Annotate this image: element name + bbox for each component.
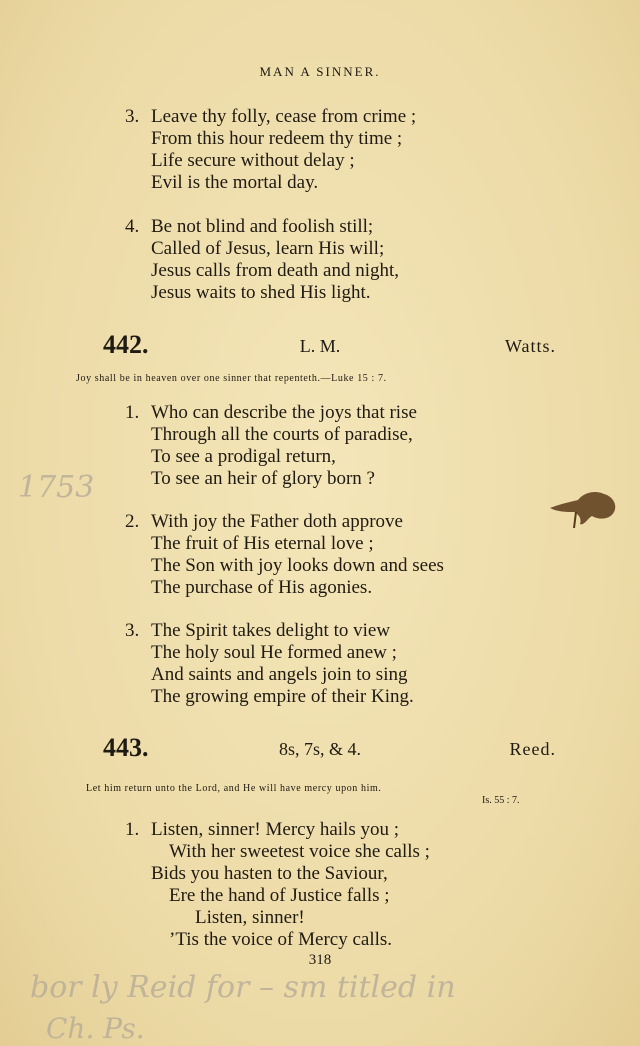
verse-line: ’Tis the voice of Mercy calls. — [169, 929, 393, 950]
stanza-number: 4. — [125, 216, 140, 237]
verse-line: The growing empire of their King. — [151, 686, 414, 707]
verse-line: To see a prodigal return, — [151, 446, 336, 467]
hymn-442-header — [0, 330, 640, 360]
stanza-number: 3. — [125, 106, 140, 127]
hymn-442-stanza-3 — [125, 620, 414, 708]
verse-line: Bids you hasten to the Saviour, — [151, 863, 388, 884]
bottom-handwriting-1: bor ly Reid for – sm titled in — [30, 970, 456, 1005]
verse-line: The purchase of His agonies. — [151, 577, 373, 598]
stanza-prev-4 — [125, 216, 399, 304]
verse-line: Jesus calls from death and night, — [151, 260, 400, 281]
verse-line: And saints and angels join to sing — [151, 664, 408, 685]
hymn-author: Reed. — [509, 739, 556, 759]
verse-line: 2. With joy the Father doth approve — [125, 511, 403, 532]
hymn-number: 443. — [103, 733, 149, 762]
page-number: 318 — [308, 952, 332, 968]
verse-line: Evil is the mortal day. — [151, 172, 319, 193]
stanza-number: 3. — [125, 620, 140, 641]
verse-line: Through all the courts of paradise, — [151, 424, 413, 445]
verse-line: Life secure without delay ; — [151, 150, 355, 171]
verse-line: The holy soul He formed anew ; — [151, 642, 397, 663]
verse-line: The fruit of His eternal love ; — [151, 533, 374, 554]
stanza-number: 1. — [125, 819, 140, 840]
hymn-443-stanza-1 — [125, 819, 430, 951]
hymn-443-reference: Is. 55 : 7. — [482, 795, 520, 806]
hymn-442-stanza-1 — [125, 402, 417, 490]
verse-line: Jesus waits to shed His light. — [151, 282, 371, 303]
hymn-author: Watts. — [504, 336, 556, 356]
verse-line: Listen, sinner! — [195, 907, 305, 928]
hymn-meter: 8s, 7s, & 4. — [278, 739, 361, 759]
verse-line: With her sweetest voice she calls ; — [169, 841, 430, 862]
bottom-handwriting-2: Ch. Ps. — [46, 1012, 145, 1045]
margin-handwriting: 1753 — [18, 470, 95, 505]
ink-stain-icon — [548, 486, 620, 532]
verse-line: From this hour redeem thy time ; — [151, 128, 403, 149]
verse-line: 4. Be not blind and foolish still; — [125, 216, 374, 237]
verse-line: 3. The Spirit takes delight to view — [125, 620, 391, 641]
verse-line: Called of Jesus, learn His will; — [151, 238, 385, 259]
verse-line: To see an heir of glory born ? — [151, 468, 375, 489]
verse-line: The Son with joy looks down and sees — [151, 555, 444, 576]
hymn-number: 442. — [103, 330, 149, 359]
stanza-number: 2. — [125, 511, 140, 532]
verse-line: 3. Leave thy folly, cease from crime ; — [125, 106, 417, 127]
hymn-442-stanza-2 — [125, 511, 444, 599]
verse-line: 1. Listen, sinner! Mercy hails you ; — [125, 819, 400, 840]
hymn-443-header — [0, 733, 640, 763]
stanza-prev-3 — [125, 106, 416, 194]
hymn-meter: L. M. — [299, 336, 341, 356]
hymn-443-epigraph: Let him return unto the Lord, and He will have mercy upon him. — [86, 783, 382, 794]
verse-line: 1. Who can describe the joys that rise — [125, 402, 417, 423]
verse-line: Ere the hand of Justice falls ; — [169, 885, 390, 906]
hymn-442-epigraph: Joy shall be in heaven over one sinner that repenteth.—Luke 15 : 7. — [76, 373, 387, 384]
running-head: MAN A SINNER. — [259, 64, 381, 79]
stanza-number: 1. — [125, 402, 140, 423]
